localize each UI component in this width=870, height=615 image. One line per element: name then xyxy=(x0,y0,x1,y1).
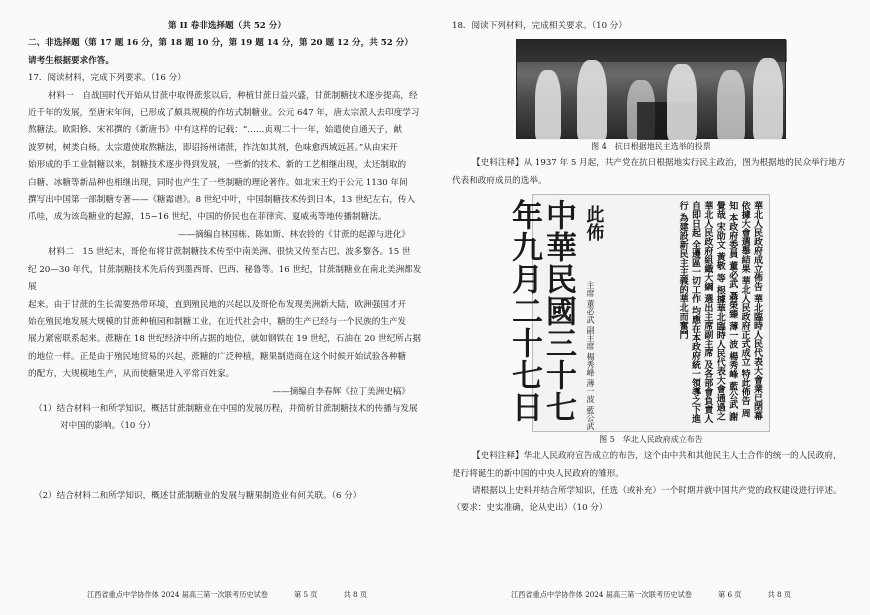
material-2 xyxy=(28,244,426,383)
note-2 xyxy=(452,448,850,483)
figure-4-caption: 图 4 抗日根据地民主选举的投票 xyxy=(591,142,711,152)
proclamation-signatures: 主席 董必武 副主席 楊秀峰 薄一波 藍公武 xyxy=(586,281,595,430)
footer-page: 第 5 页 xyxy=(293,590,318,599)
voting-photo xyxy=(516,39,786,139)
footer-page: 第 6 页 xyxy=(717,590,742,599)
proclamation-ci: 此佈 xyxy=(583,205,605,242)
material-1-source: ——摘编自林国栋、陈如斯、林农铃的《甘蔗的起源与进化》 xyxy=(177,229,410,240)
text-line: 展力紧密联系起来。蔗糖在 18 世纪经济中所占据的地位，就如钢铁在 19 世纪，石油在 20 世纪所占据 xyxy=(28,334,421,345)
question-1 xyxy=(28,401,426,436)
text-line: 材料一 自战国时代开始从甘蔗中取得蔗浆以后，种植甘蔗日益兴盛，甘蔗制糖技术逐步提高，经 xyxy=(48,90,418,101)
section-title: 第 II 卷非选择题（共 52 分） xyxy=(168,21,286,31)
text-line: 材料二 15 世纪末，哥伦布将甘蔗制糖技术传至中南美洲、很快又传至古巴、波多黎各。15 世 xyxy=(48,247,411,258)
proclamation-body: 華北人民政府成立佈告 華北臨時人民代表大會業已閉幕 依據大會選舉結果 華北人民政府正式成立 特此佈告 周知 本政府委員 董必武 聶榮臻 薄一波 楊秀峰 藍公武 謝覺哉 宋劭文 黃敬 等 根據華北臨時人民代表大會通過之華北人民政府組織大綱 選出主席副主席 及各部會負責人 自即日起 全邊區一切工作 均應在本政府統一領導之下進行 為建設新民主主義的華北而奮鬥 xyxy=(677,201,762,424)
text-line: 波罗树，树类白杨。太宗遣使取熬糖法，即诏扬州诸蔗，拃沈如其剂，色味愈西域远甚。”从由宋开 xyxy=(28,142,398,153)
proclamation-image xyxy=(506,194,770,432)
instruction: 请考生根据要求作答。 xyxy=(28,55,114,66)
figure-5-caption: 图 5 华北人民政府成立布告 xyxy=(599,435,703,445)
proclamation-date: 中華民國三十七年九月二十七日 xyxy=(506,199,576,424)
text-line: 起来。由于甘蔗的生长需要热带环境，直到殖民地的兴起以及哥伦布发现美洲新大陆，欧洲强国才开 xyxy=(28,299,407,310)
text-line: 始形成的手工业制糖以来，制糖技术逐步得到发展，一些新的技术、新的工艺相继出现，太还制取的 xyxy=(28,160,407,171)
answer-space xyxy=(28,436,426,488)
text-line: 【史料注释】华北人民政府宣告成立的布告，这个由中共和其他民主人士合作的统一的人民政府， xyxy=(472,451,842,462)
material-2-source: ——摘编自李春辉《拉丁美洲史稿》 xyxy=(272,386,410,397)
right-page xyxy=(452,18,850,605)
task xyxy=(452,483,850,518)
text-line: 撰写出中国第一部制糖专著——《糖霜谱》。8 世纪中叶，中国制糖技术传到日本，13 世纪左右，传入 xyxy=(28,195,416,206)
q18-head: 18．阅读下列材料，完成相关要求。（10 分） xyxy=(452,21,627,31)
footer-exam: 江西省重点中学协作体 2024 届高三第一次联考历史试卷 xyxy=(510,590,692,599)
text-line: 代表和政府成员的选举。 xyxy=(452,175,547,186)
text-line: 纪 20—30 年代，甘蔗制糖技术先后传到墨西哥、巴西、秘鲁等。16 世纪，甘蔗制糖业在南北美洲都发展 xyxy=(28,264,422,293)
material-1 xyxy=(28,88,426,227)
text-line: （要求：史实准确，论从史出）（10 分） xyxy=(452,503,608,514)
question-2: （2）结合材料二和所学知识，概述甘蔗制糖业的发展与糖果制造业有何关联。（6 分） xyxy=(34,490,362,501)
text-line: 的配方，大规模地生产，从而使糖果进入平常百姓家。 xyxy=(28,369,235,380)
text-line: 对中国的影响。（10 分） xyxy=(60,421,156,432)
section-head: 二、非选择题（第 17 题 16 分，第 18 题 10 分，第 19 题 14 分，第 20 题 12 分，共 52 分） xyxy=(28,38,413,49)
left-footer xyxy=(28,589,426,601)
left-page xyxy=(28,18,426,605)
q17-head: 17．阅读材料，完成下列要求。（16 分） xyxy=(28,73,186,84)
text-line: 请根据以上史料并结合所学知识，任选（或补充）一个时期并就中国共产党的政权建设进行评述。 xyxy=(472,486,842,497)
text-line: 近千年的发展，至唐宋年间，已形成了颇具规模的作坊式制糖业。公元 647 年，唐太宗派人去印度学习 xyxy=(28,108,420,119)
footer-total: 共 8 页 xyxy=(343,590,368,599)
text-line: 【史料注释】从 1937 年 5 月起，共产党在抗日根据地实行民主政治，图为根据地的民众举行地方 xyxy=(472,158,846,169)
text-line: 白糖、冰糖等新品种也相继出现，同时也产生了一些制糖的理论著作。如北宋王灼于公元 1130 年间 xyxy=(28,177,408,188)
text-line: （1）结合材料一和所学知识，概括甘蔗制糖业在中国的发展历程，并简析甘蔗制糖技术的传播与发展 xyxy=(34,403,418,414)
footer-exam: 江西省重点中学协作体 2024 届高三第一次联考历史试卷 xyxy=(86,590,268,599)
text-line: 爪哇，成为该岛糖业的起源，15~16 世纪，中国的侨民也在菲律宾、夏威夷等地传播制糖法。 xyxy=(28,212,387,223)
note-1 xyxy=(452,155,850,190)
text-line: 是行将诞生的新中国的中央人民政府的雏形。 xyxy=(452,468,624,479)
right-footer xyxy=(452,589,850,601)
text-line: 始在殖民地发展大规模的甘蔗种植园和制糖工业，在近代社会中，糖的生产已经与一个民族的生产发 xyxy=(28,316,407,327)
footer-total: 共 8 页 xyxy=(767,590,792,599)
text-line: 熬糖法。欧阳修、宋祁撰的《新唐书》中有这样的记载：“……贞观二十一年，始遣使自通天子，献 xyxy=(28,125,402,136)
text-line: 的地位一样。正是由于殖民地贸易的兴起，蔗糖的广泛种植，糖果制造商在这个时候开始试验各种糖 xyxy=(28,351,407,362)
